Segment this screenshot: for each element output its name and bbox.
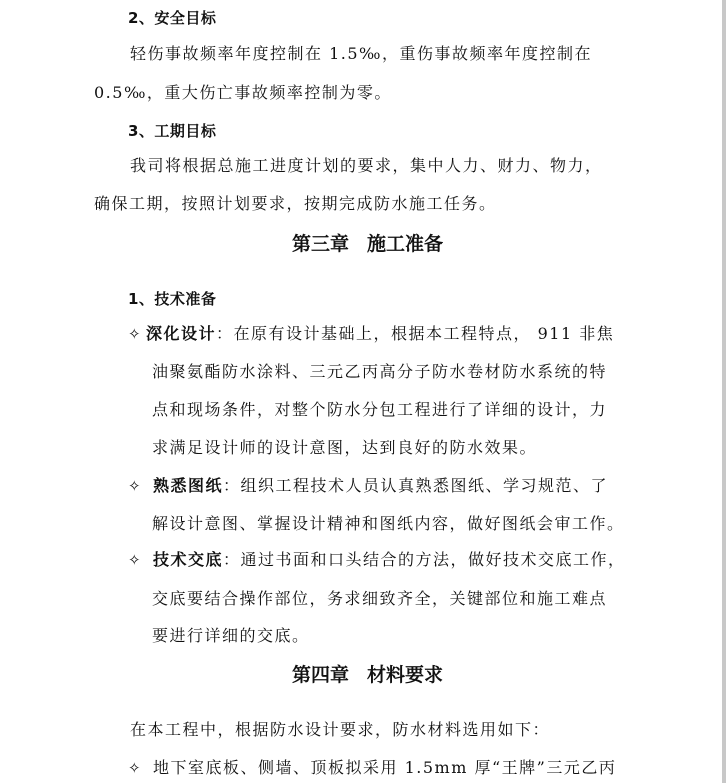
chapter-name: 施工准备: [367, 233, 444, 255]
bullet-item: ✧ 熟悉图纸：组织工程技术人员认真熟悉图纸、学习规范、了: [128, 476, 609, 495]
paragraph-line: 要进行详细的交底。: [152, 626, 310, 645]
section-heading-safety: 2、安全目标: [128, 9, 217, 27]
chapter-number: 第三章: [292, 233, 350, 255]
bullet-text: 地下室底板、侧墙、顶板拟采用 1.5mm 厚“王牌”三元乙丙: [153, 758, 617, 777]
chapter-title: [292, 232, 443, 256]
chapter-number: 第四章: [292, 664, 350, 686]
paragraph-line: 我司将根据总施工进度计划的要求，集中人力、财力、物力，: [130, 156, 603, 175]
paragraph-line: 解设计意图、掌握设计精神和图纸内容，做好图纸会审工作。: [152, 514, 625, 533]
bullet-label: 技术交底: [153, 550, 224, 569]
paragraph-line: 确保工期，按照计划要求，按期完成防水施工任务。: [94, 194, 497, 213]
bullet-item: ✧ 技术交底：通过书面和口头结合的方法，做好技术交底工作，: [128, 550, 626, 569]
chapter-title: [292, 663, 443, 687]
bullet-item: ✧ 深化设计：在原有设计基础上，根据本工程特点， 911 非焦: [128, 324, 615, 343]
paragraph-line: 求满足设计师的设计意图，达到良好的防水效果。: [152, 438, 538, 457]
page-edge-scrollbar: [722, 0, 726, 783]
diamond-bullet-icon: ✧: [128, 759, 141, 777]
section-heading-schedule: 3、工期目标: [128, 122, 217, 140]
paragraph-line: 轻伤事故频率年度控制在 1.5‰，重伤事故频率年度控制在: [130, 44, 593, 63]
section-heading-tech: 1、技术准备: [128, 290, 217, 308]
bullet-text: 在原有设计基础上，根据本工程特点， 911 非焦: [233, 324, 615, 343]
paragraph-line: 在本工程中，根据防水设计要求，防水材料选用如下：: [130, 720, 551, 739]
paragraph-line: 交底要结合操作部位，务求细致齐全，关键部位和施工难点: [152, 589, 608, 608]
bullet-text: 组织工程技术人员认真熟悉图纸、学习规范、了: [240, 476, 609, 495]
diamond-bullet-icon: ✧: [128, 325, 141, 343]
bullet-label: 熟悉图纸: [153, 476, 224, 495]
bullet-text: 通过书面和口头结合的方法，做好技术交底工作，: [240, 550, 626, 569]
bullet-item: [128, 758, 616, 778]
paragraph-line: 点和现场条件，对整个防水分包工程进行了详细的设计，力: [152, 400, 608, 419]
bullet-label: 深化设计: [146, 324, 217, 343]
diamond-bullet-icon: ✧: [128, 477, 141, 495]
paragraph-line: 油聚氨酯防水涂料、三元乙丙高分子防水卷材防水系统的特: [152, 362, 608, 381]
chapter-name: 材料要求: [367, 664, 444, 686]
paragraph-line: 0.5‰，重大伤亡事故频率控制为零。: [94, 83, 392, 102]
diamond-bullet-icon: ✧: [128, 551, 141, 569]
